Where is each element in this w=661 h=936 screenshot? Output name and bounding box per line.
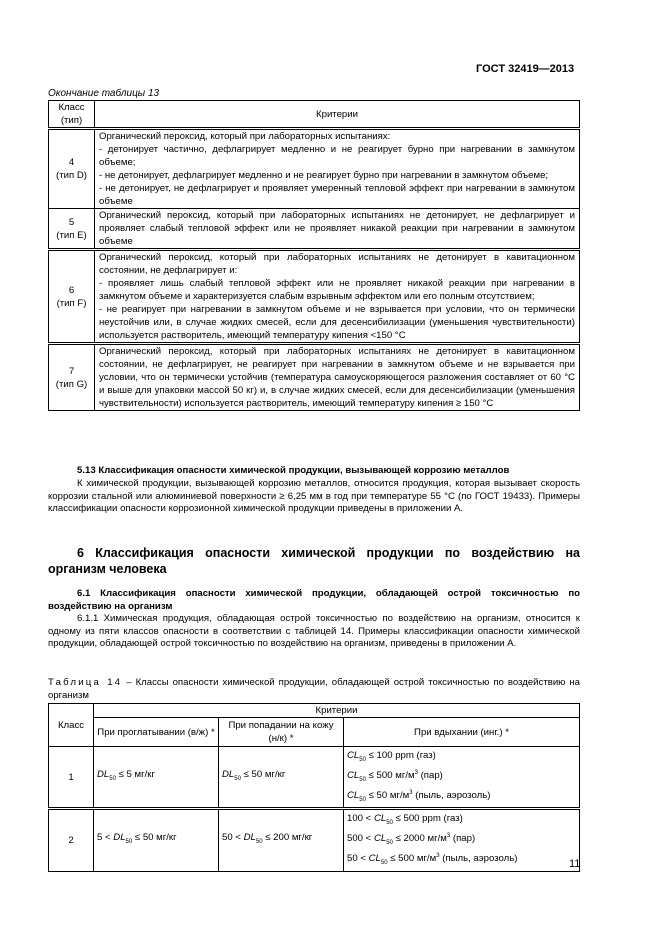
symbol: DL [222,769,235,781]
value-suffix: ≤ 500 мг/м [365,770,415,782]
col-dermal-header: При попадании на кожу (н/к) * [219,718,344,747]
value-suffix: ≤ 100 ppm (газ) [365,750,436,762]
criteria-line: - не детонирует, дефлагрирует медленно и не реагирует бурно при нагревании в замкнутом объеме; [99,170,549,181]
table-13-row [49,209,580,250]
criteria-line: Органический пероксид, который при лабораторных испытаниях не детонирует в кавитационном состоянии, не дефлагрирует и: [99,252,575,276]
class-type: (тип D) [56,170,87,181]
value-prefix: 5 < [97,832,114,844]
value-suffix: ≤ 200 мг/кг [262,832,313,844]
class-type: (тип E) [56,229,87,241]
value-tail: (пыль, аэрозоль) [412,790,491,802]
symbol: CL [347,750,360,762]
criteria-line: Органический пероксид, который при лабораторных испытаниях: [99,131,391,142]
class-number: 6 [68,284,75,296]
dermal-cell [219,809,344,871]
oral-cell [94,809,219,871]
symbol-subscript: 50 [109,776,116,783]
document-header: ГОСТ 32419—2013 [476,63,575,75]
value-suffix: ≤ 50 мг/кг [240,769,286,781]
class-cell [49,129,95,209]
section-6-1-text: 6.1.1 Химическая продукция, обладающая острой токсичностью по воздействию на организм, относится к одному из пяти классов опасности в соответствии с таблицей 14. Примеры классификации опасности химической продукции, обладающей острой токсичностью по воздействию на организм, приведены в приложении А. [48,613,580,649]
criteria-line: - детонирует частично, дефлагрирует медленно и не реагирует бурно при нагревании в замкнутом объеме; [99,144,575,168]
class-cell [49,250,95,344]
criteria-line: - не реагирует при нагревании в замкнутом объеме и не взрывается при условии, что он термически неустойчив или, в случае жидких смесей, если для десенсибилизации (уменьшения чувствительности) используется растворитель, имеющий температуру кипения <150 °C [99,304,575,341]
value-prefix: 50 < [347,853,369,865]
criteria-line: - не детонирует, не дефлагрирует и проявляет умеренный тепловой эффект при нагревании в замкнутом объеме [99,183,575,207]
class-cell: 2 [49,809,94,871]
table-14-subheader-row [49,718,580,747]
symbol: CL [368,853,381,865]
col-oral-header: При проглатывании (в/ж) * [94,718,219,747]
table-13-row [49,250,580,344]
class-type: (тип G) [55,378,88,390]
class-cell [49,209,95,250]
inhalation-line [347,850,576,870]
table-14-caption [48,677,580,702]
value-suffix: ≤ 5 мг/кг [115,769,156,781]
col-criteria-header: Критерии [94,704,580,718]
symbol-subscript: 50 [386,820,393,827]
table-13-row [49,344,580,411]
symbol: CL [347,770,360,782]
criteria-line: Органический пероксид, который при лабораторных испытаниях не детонирует в кавитационном состоянии, не дефлагрирует, не реагирует при нагревании в замкнутом объеме и не взрывается при условии, что он термически устойчив (температура самоускоряющегося разложения составляет от 60 °C и выше для упаковки массой 50 кг) и, в случае жидких смесей, если для десенсибилизации (уменьшения чувствительности) используется растворитель, имеющий температуру кипения ≥ 150 °C [99,346,575,409]
unit-superscript: 3 [446,833,451,840]
table-13-caption: Окончание таблицы 13 [48,88,160,99]
col-inhalation-header: При вдыхании (инг.) * [344,718,580,747]
symbol: CL [373,813,387,825]
value-tail: (пар) [417,770,443,782]
symbol-subscript: 50 [234,776,241,783]
unit-superscript: 3 [409,790,413,797]
inhalation-line [347,810,576,830]
table-14 [48,703,580,872]
value-prefix: 50 < [222,832,244,844]
value-suffix: ≤ 500 мг/м [387,853,437,865]
symbol-subscript: 50 [359,757,366,764]
table-14-row [49,747,580,809]
value-suffix: ≤ 50 мг/кг [132,832,177,844]
inhalation-cell [344,747,580,809]
criteria-line: - проявляет лишь слабый тепловой эффект или не проявляет никакой реакции при нагревании в замкнутом объеме и характеризуется слабым взрывным эффектом или его полным отсутствием; [99,278,575,302]
symbol-subscript: 50 [255,839,263,846]
criteria-line: Органический пероксид, который при лабораторных испытаниях не детонирует, не дефлагрирует и проявляет слабый тепловой эффект или не проявляет никакой реакции при нагревании в замкнутом объеме [99,210,575,247]
unit-superscript: 3 [414,770,418,777]
criteria-cell [95,129,580,209]
table-14-caption-label: Таблица 14 [48,677,123,688]
oral-cell [94,747,219,809]
symbol-subscript: 50 [380,860,388,867]
inhalation-line [347,747,576,767]
symbol: DL [113,832,126,844]
class-type: (тип F) [56,297,87,309]
value-prefix: 100 < [347,813,374,825]
col-criteria-header: Критерии [95,101,580,129]
value-suffix: ≤ 2000 мг/м [392,833,447,845]
inhalation-line [347,830,576,850]
symbol-subscript: 50 [125,839,133,846]
inhalation-line [347,767,576,787]
table-14-row [49,809,580,871]
col-class-header: Класс (тип) [49,101,95,129]
inhalation-line [347,787,576,807]
section-5-13-text: К химической продукции, вызывающей коррозию металлов, относится продукция, которая вызывает скорость коррозии стальной или алюминиевой поверхности ≥ 6,25 мм в год при температуре 55 °C (по ГОСТ 19433). Примеры классификации опасности коррозионной химической продукции приведены в приложении А. [48,478,580,514]
value-suffix: ≤ 50 мг/м [365,790,410,802]
table-13-row [49,129,580,209]
value-suffix: ≤ 500 ppm (газ) [392,813,463,825]
class-number: 4 [68,157,75,168]
symbol: CL [373,833,387,845]
col-class-header: Класс [49,704,94,747]
class-cell: 1 [49,747,94,809]
symbol: CL [347,790,360,802]
symbol-subscript: 50 [359,777,366,784]
unit-superscript: 3 [436,853,440,860]
section-6-1-title: 6.1 Классификация опасности химической продукции, обладающей острой токсичностью по воздействию на организм [48,588,580,612]
symbol-subscript: 50 [359,797,366,804]
table-13 [48,100,580,411]
page-number: 11 [569,858,581,870]
symbol: DL [243,832,256,844]
section-6-title: 6 Классификация опасности химической продукции по воздействию на организм человека [48,546,580,576]
dermal-cell [219,747,344,809]
table-14-caption-text: – Классы опасности химической продукции, обладающей острой токсичностью по воздействию на организм [48,677,580,701]
class-cell [49,344,95,411]
section-5-13-title: 5.13 Классификация опасности химической продукции, вызывающей коррозию металлов [77,465,510,476]
symbol-subscript: 50 [386,840,393,847]
value-prefix: 500 < [347,833,374,845]
class-number: 7 [68,365,75,377]
criteria-cell [95,250,580,344]
symbol: DL [97,769,110,781]
value-tail: (пыль, аэрозоль) [439,853,518,865]
table-14-header-row [49,704,580,718]
value-tail: (пар) [450,833,476,845]
criteria-cell [95,344,580,411]
class-number: 5 [68,216,75,228]
criteria-cell [95,209,580,250]
table-13-header-row [49,101,580,129]
inhalation-cell [344,809,580,871]
